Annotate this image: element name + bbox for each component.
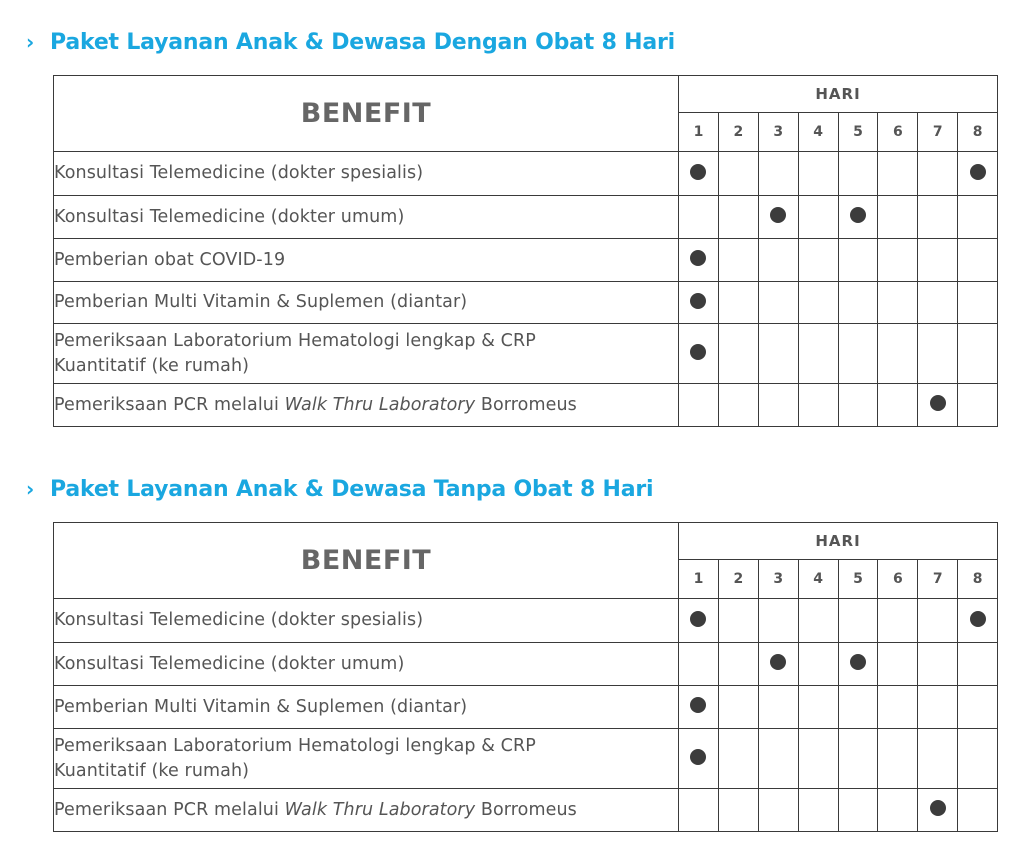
benefit-label-text: Borromeus [475,394,577,415]
day-cell-7 [918,196,958,239]
day-header-7: 7 [918,113,958,152]
day-header-4: 4 [798,560,838,599]
package-title-text: Paket Layanan Anak & Dewasa Tanpa Obat 8 Hari [50,476,654,502]
day-cell-2 [718,729,758,789]
day-cell-1 [679,239,719,282]
package-title-tanpa-obat [26,474,653,504]
day-cell-3 [758,239,798,282]
day-cell-4 [798,152,838,196]
benefit-label-italic: Walk Thru Laboratory [284,799,476,820]
benefit-label-text: Pemberian Multi Vitamin & Suplemen (diantar) [54,696,468,717]
day-cell-7 [918,384,958,427]
benefit-label-text: Pemeriksaan PCR melalui [54,394,285,415]
day-cell-1 [679,643,719,686]
table-row [54,643,998,686]
day-cell-8 [958,789,998,832]
day-cell-4 [798,599,838,643]
day-cell-1 [679,324,719,384]
day-cell-1 [679,729,719,789]
day-cell-6 [878,196,918,239]
day-header-7: 7 [918,560,958,599]
benefit-label-text-line2: Kuantitatif (ke rumah) [54,355,250,376]
day-cell-2 [718,152,758,196]
day-cell-6 [878,282,918,324]
day-cell-8 [958,282,998,324]
benefit-label-text: Pemberian Multi Vitamin & Suplemen (diantar) [54,292,468,312]
package-title-text: Paket Layanan Anak & Dewasa Dengan Obat 8 Hari [50,29,675,55]
benefit-label-text: Konsultasi Telemedicine (dokter umum) [54,206,405,227]
day-cell-7 [918,686,958,729]
day-header-1: 1 [679,560,719,599]
table-row [54,789,998,832]
day-cell-7 [918,789,958,832]
benefit-label-text: Konsultasi Telemedicine (dokter spesialis) [54,610,424,630]
table-row [54,384,998,427]
day-cell-8 [958,686,998,729]
scheduled-dot-icon [850,654,866,670]
day-cell-8 [958,599,998,643]
benefit-header: BENEFIT [54,76,679,152]
benefit-label [54,239,679,282]
day-cell-3 [758,152,798,196]
day-cell-5 [838,599,878,643]
day-cell-3 [758,599,798,643]
day-cell-4 [798,324,838,384]
scheduled-dot-icon [850,207,866,223]
day-cell-5 [838,643,878,686]
day-cell-2 [718,239,758,282]
day-cell-8 [958,324,998,384]
day-cell-6 [878,686,918,729]
day-cell-3 [758,384,798,427]
package-title-dengan-obat [26,27,675,57]
table-row [54,196,998,239]
scheduled-dot-icon [690,611,706,627]
day-cell-6 [878,384,918,427]
day-header-3: 3 [758,113,798,152]
day-cell-2 [718,282,758,324]
day-cell-1 [679,789,719,832]
day-cell-7 [918,152,958,196]
benefit-label-text: Konsultasi Telemedicine (dokter umum) [54,653,405,674]
day-cell-4 [798,196,838,239]
day-cell-5 [838,152,878,196]
day-cell-4 [798,789,838,832]
benefit-label-text: Pemberian obat COVID-19 [54,249,286,270]
day-cell-2 [718,324,758,384]
day-header-2: 2 [718,113,758,152]
day-cell-5 [838,729,878,789]
day-cell-5 [838,789,878,832]
benefit-label-text: Pemeriksaan PCR melalui [54,799,285,820]
day-cell-3 [758,324,798,384]
day-cell-3 [758,789,798,832]
day-header-6: 6 [878,560,918,599]
benefit-label [54,643,679,686]
day-cell-4 [798,282,838,324]
benefit-label [54,686,679,729]
day-cell-4 [798,686,838,729]
day-cell-1 [679,599,719,643]
day-cell-5 [838,686,878,729]
day-cell-2 [718,686,758,729]
day-cell-7 [918,643,958,686]
day-header-6: 6 [878,113,918,152]
day-header-4: 4 [798,113,838,152]
day-header-8: 8 [958,560,998,599]
table-row [54,729,998,789]
scheduled-dot-icon [770,207,786,223]
table-row [54,282,998,324]
day-cell-6 [878,599,918,643]
scheduled-dot-icon [690,749,706,765]
scheduled-dot-icon [690,697,706,713]
day-cell-6 [878,789,918,832]
day-cell-6 [878,239,918,282]
day-cell-7 [918,324,958,384]
day-cell-5 [838,384,878,427]
benefit-label [54,729,679,789]
scheduled-dot-icon [690,344,706,360]
hari-header: HARI [679,523,998,560]
day-cell-8 [958,196,998,239]
benefit-label [54,789,679,832]
day-cell-5 [838,324,878,384]
benefit-table-tanpa-obat [53,522,998,832]
day-cell-2 [718,384,758,427]
scheduled-dot-icon [690,164,706,180]
chevron-right-icon: › [26,30,35,54]
day-cell-1 [679,384,719,427]
benefit-label [54,324,679,384]
benefit-label [54,152,679,196]
day-cell-1 [679,282,719,324]
benefit-label [54,196,679,239]
benefit-label-text: Pemeriksaan Laboratorium Hematologi lengkap & CRP [54,735,536,756]
day-cell-2 [718,789,758,832]
day-cell-4 [798,729,838,789]
day-cell-2 [718,196,758,239]
benefit-label-italic: Walk Thru Laboratory [284,394,476,415]
table-row [54,324,998,384]
day-header-5: 5 [838,113,878,152]
day-cell-6 [878,643,918,686]
benefit-label [54,282,679,324]
day-cell-4 [798,643,838,686]
scheduled-dot-icon [970,611,986,627]
table-row [54,239,998,282]
day-cell-5 [838,196,878,239]
scheduled-dot-icon [690,250,706,266]
day-cell-3 [758,643,798,686]
benefit-label [54,384,679,427]
scheduled-dot-icon [930,800,946,816]
benefit-header: BENEFIT [54,523,679,599]
day-cell-2 [718,643,758,686]
day-header-8: 8 [958,113,998,152]
day-cell-8 [958,384,998,427]
benefit-label-text: Konsultasi Telemedicine (dokter spesialis) [54,163,424,183]
scheduled-dot-icon [930,395,946,411]
day-cell-7 [918,282,958,324]
benefit-label-text: Borromeus [475,799,577,820]
day-cell-5 [838,282,878,324]
day-cell-6 [878,324,918,384]
day-cell-7 [918,599,958,643]
table-row [54,686,998,729]
benefit-table-dengan-obat [53,75,998,427]
chevron-right-icon: › [26,477,35,501]
day-cell-7 [918,239,958,282]
day-cell-3 [758,282,798,324]
day-cell-8 [958,643,998,686]
day-cell-8 [958,729,998,789]
day-cell-1 [679,196,719,239]
day-cell-6 [878,152,918,196]
day-cell-6 [878,729,918,789]
day-cell-4 [798,239,838,282]
scheduled-dot-icon [770,654,786,670]
benefit-label [54,599,679,643]
day-cell-4 [798,384,838,427]
day-cell-3 [758,686,798,729]
day-cell-3 [758,729,798,789]
table-row [54,152,998,196]
day-cell-1 [679,686,719,729]
day-cell-8 [958,239,998,282]
scheduled-dot-icon [690,293,706,309]
day-cell-1 [679,152,719,196]
benefit-label-text: Pemeriksaan Laboratorium Hematologi lengkap & CRP [54,330,536,351]
day-cell-5 [838,239,878,282]
hari-header: HARI [679,76,998,113]
benefit-label-text-line2: Kuantitatif (ke rumah) [54,760,250,781]
day-cell-7 [918,729,958,789]
day-cell-3 [758,196,798,239]
day-header-2: 2 [718,560,758,599]
day-cell-2 [718,599,758,643]
table-row [54,599,998,643]
day-header-1: 1 [679,113,719,152]
day-header-3: 3 [758,560,798,599]
day-cell-8 [958,152,998,196]
day-header-5: 5 [838,560,878,599]
scheduled-dot-icon [970,164,986,180]
